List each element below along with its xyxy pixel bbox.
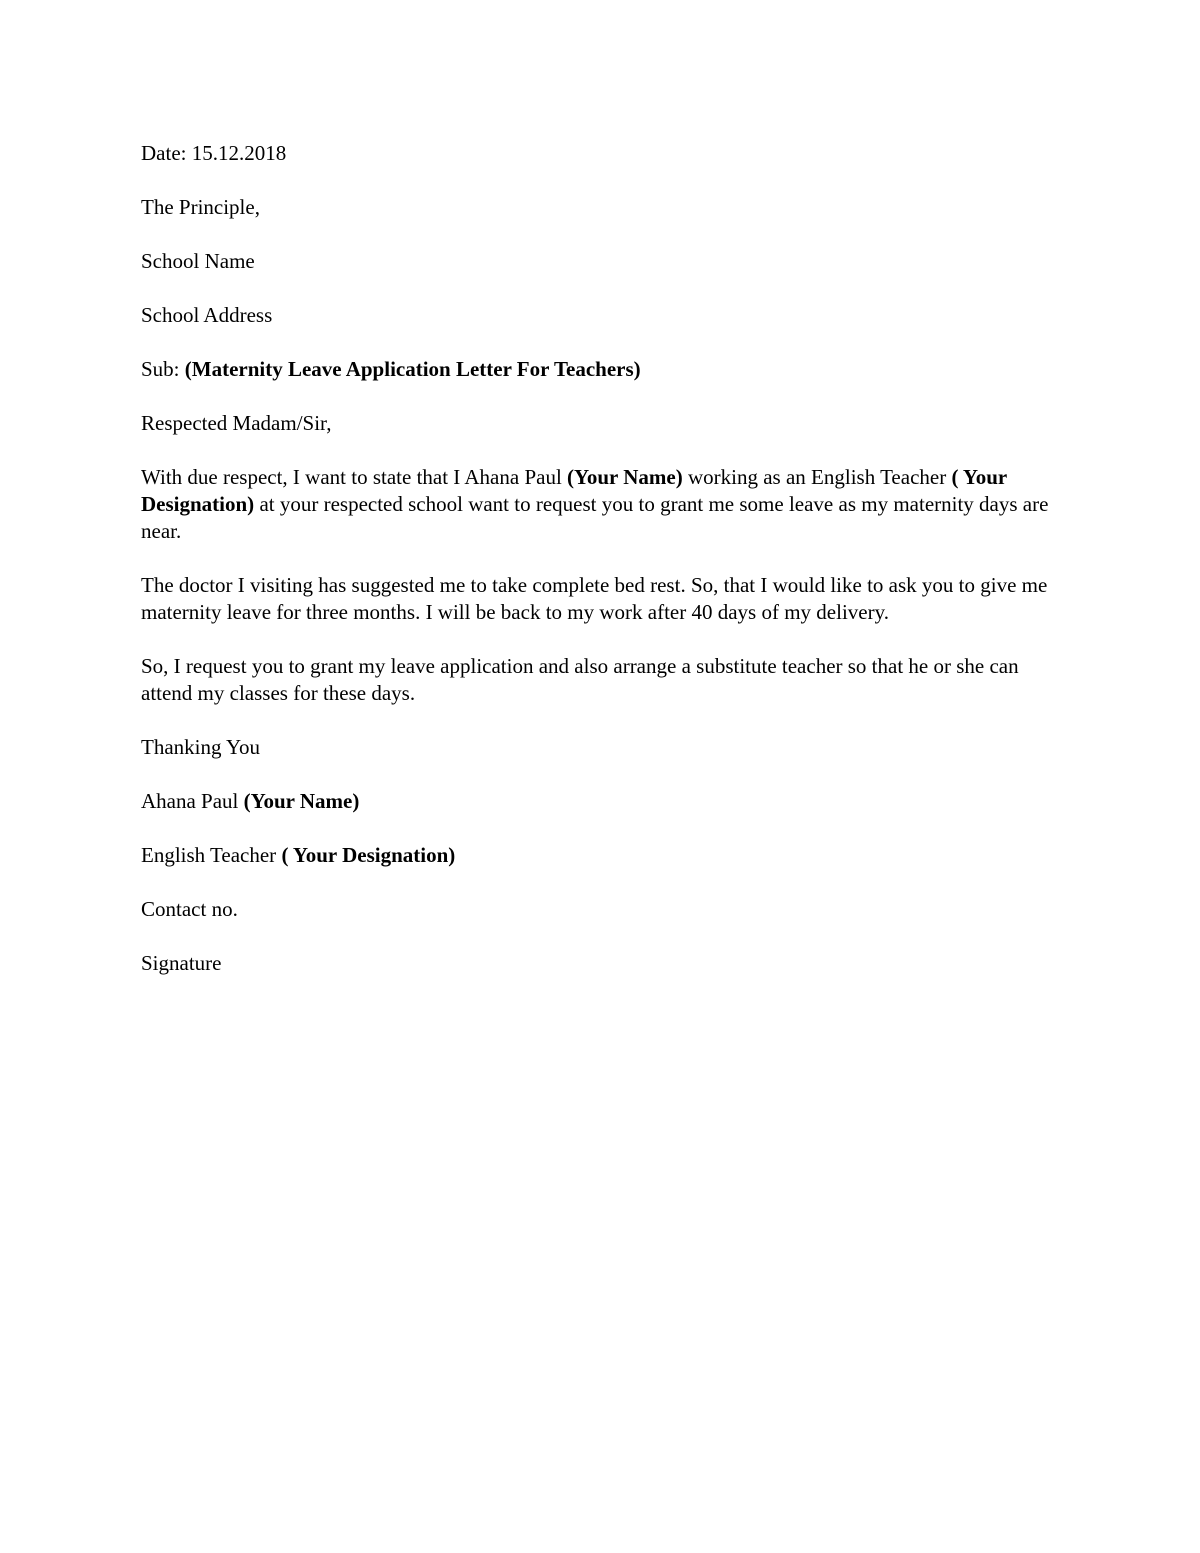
letter-paragraph-3: So, I request you to grant my leave application and also arrange a substitute teacher so that he or she can attend my classes for these days. xyxy=(141,654,1019,705)
subject-title: (Maternity Leave Application Letter For Teachers) xyxy=(184,357,641,381)
letter-contact: Contact no. xyxy=(141,897,238,921)
letter-school-name: School Name xyxy=(141,249,255,273)
paragraph-1-designation-placeholder: ( Your Designation) xyxy=(141,465,1007,516)
letter-closing: Thanking You xyxy=(141,735,261,759)
signer-name-text: Ahana Paul xyxy=(141,789,244,813)
paragraph-1-text-a: With due respect, I want to state that I Ahana Paul xyxy=(141,465,568,489)
letter-paragraph-1 xyxy=(141,464,1061,545)
letter-signer-name xyxy=(141,788,1061,815)
letter-salutation: Respected Madam/Sir, xyxy=(141,411,332,435)
paragraph-1-text-b: working as an English Teacher xyxy=(682,465,952,489)
letter-signature: Signature xyxy=(141,951,222,975)
subject-prefix: Sub: xyxy=(141,357,185,381)
letter-signer-designation xyxy=(141,842,1061,869)
letter-recipient: The Principle, xyxy=(141,195,260,219)
letter-date: Date: 15.12.2018 xyxy=(141,141,287,165)
letter-paragraph-2: The doctor I visiting has suggested me to take complete bed rest. So, that I would like to ask you to give me maternity leave for three months. I will be back to my work after 40 days of my delivery. xyxy=(141,573,1048,624)
signer-name-placeholder: (Your Name) xyxy=(243,789,360,813)
letter-body xyxy=(141,140,1061,1004)
signer-designation-placeholder: ( Your Designation) xyxy=(281,843,456,867)
signer-designation-text: English Teacher xyxy=(141,843,282,867)
letter-school-address: School Address xyxy=(141,303,273,327)
letter-subject xyxy=(141,356,1061,383)
paragraph-1-text-c: at your respected school want to request you to grant me some leave as my maternity days are near. xyxy=(141,492,1049,543)
paragraph-1-name-placeholder: (Your Name) xyxy=(567,465,683,489)
